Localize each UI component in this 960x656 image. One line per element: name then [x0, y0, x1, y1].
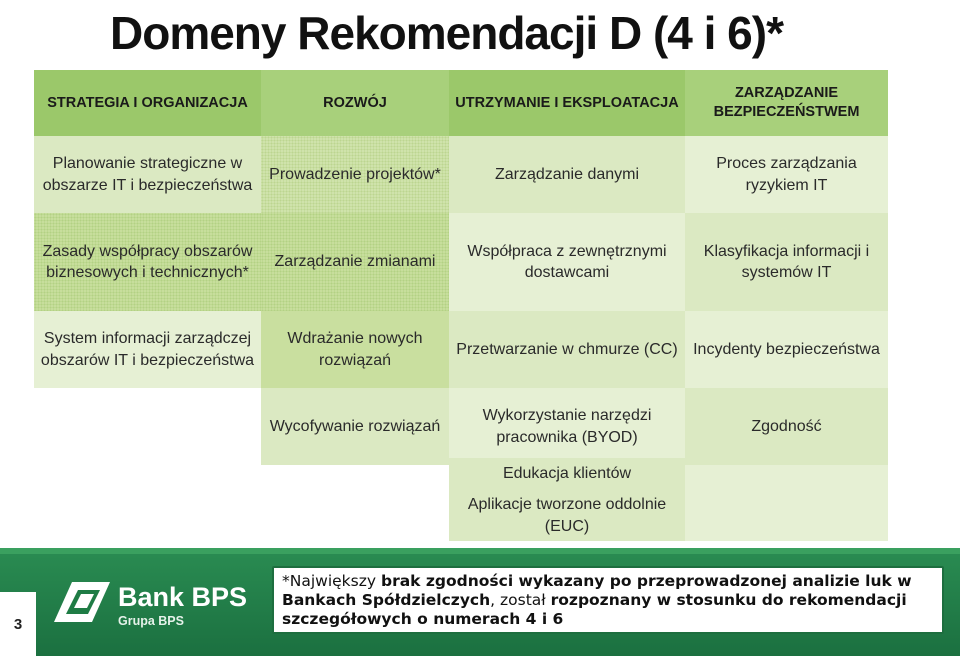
empty-cell — [34, 388, 261, 541]
footnote-bold-1: brak zgodności wykazany po przeprowadzonej analizie luk w Bankach Spółdzielczych — [282, 572, 912, 609]
domain-cell-solution-withdrawal: Wycofywanie rozwiązań — [261, 388, 449, 465]
domain-cell-strategic-planning: Planowanie strategiczne w obszarze IT i bezpieczeństwa — [34, 136, 261, 213]
domain-cell-cloud-processing: Przetwarzanie w chmurze (CC) — [449, 311, 685, 388]
domain-cell-euc: Aplikacje tworzone oddolnie (EUC) — [449, 490, 685, 541]
column-header-strategy: STRATEGIA I ORGANIZACJA — [34, 70, 261, 136]
domain-cell-info-classification: Klasyfikacja informacji i systemów IT — [685, 213, 888, 311]
brand-name: Bank BPS — [118, 582, 248, 612]
footnote-text-1: *Największy — [282, 572, 381, 590]
footnote-text-2: , został — [490, 591, 551, 609]
bank-bps-logo-icon — [50, 578, 112, 624]
domain-cell-data-management: Zarządzanie danymi — [449, 136, 685, 213]
domain-cell-management-info: System informacji zarządczej obszarów IT i bezpieczeństwa — [34, 311, 261, 388]
footnote-bold-2: rozpoznany w stosunku do rekomendacji szczegółowych o numerach 4 i 6 — [282, 591, 907, 628]
domain-cell-project-management: Prowadzenie projektów* — [261, 136, 449, 213]
domain-cell-change-management: Zarządzanie zmianami — [261, 213, 449, 311]
domain-cell-new-solutions: Wdrażanie nowych rozwiązań — [261, 311, 449, 388]
domain-cell-cooperation-rules: Zasady współpracy obszarów biznesowych i technicznych* — [34, 213, 261, 311]
domain-cell-it-risk: Proces zarządzania ryzykiem IT — [685, 136, 888, 213]
footer-stripe — [0, 548, 960, 554]
domain-cell-byod: Wykorzystanie narzędzi pracownika (BYOD) — [449, 388, 685, 465]
column-header-operations: UTRZYMANIE I EKSPLOATACJA — [449, 70, 685, 136]
column-header-security: ZARZĄDZANIE BEZPIECZEŃSTWEM — [685, 70, 888, 136]
domain-cell-security-incidents: Incydenty bezpieczeństwa — [685, 311, 888, 388]
empty-cell — [261, 465, 449, 541]
domain-cell-customer-education: Edukacja klientów — [449, 458, 685, 490]
domain-cell-compliance: Zgodność — [685, 388, 888, 465]
footnote-box — [272, 566, 944, 634]
empty-cell — [685, 465, 888, 541]
domain-cell-external-suppliers: Współpraca z zewnętrznymi dostawcami — [449, 213, 685, 311]
page-number: 3 — [0, 592, 36, 656]
page-title: Domeny Rekomendacji D (4 i 6)* — [110, 7, 783, 59]
brand-subtitle: Grupa BPS — [118, 614, 184, 628]
column-header-development: ROZWÓJ — [261, 70, 449, 136]
